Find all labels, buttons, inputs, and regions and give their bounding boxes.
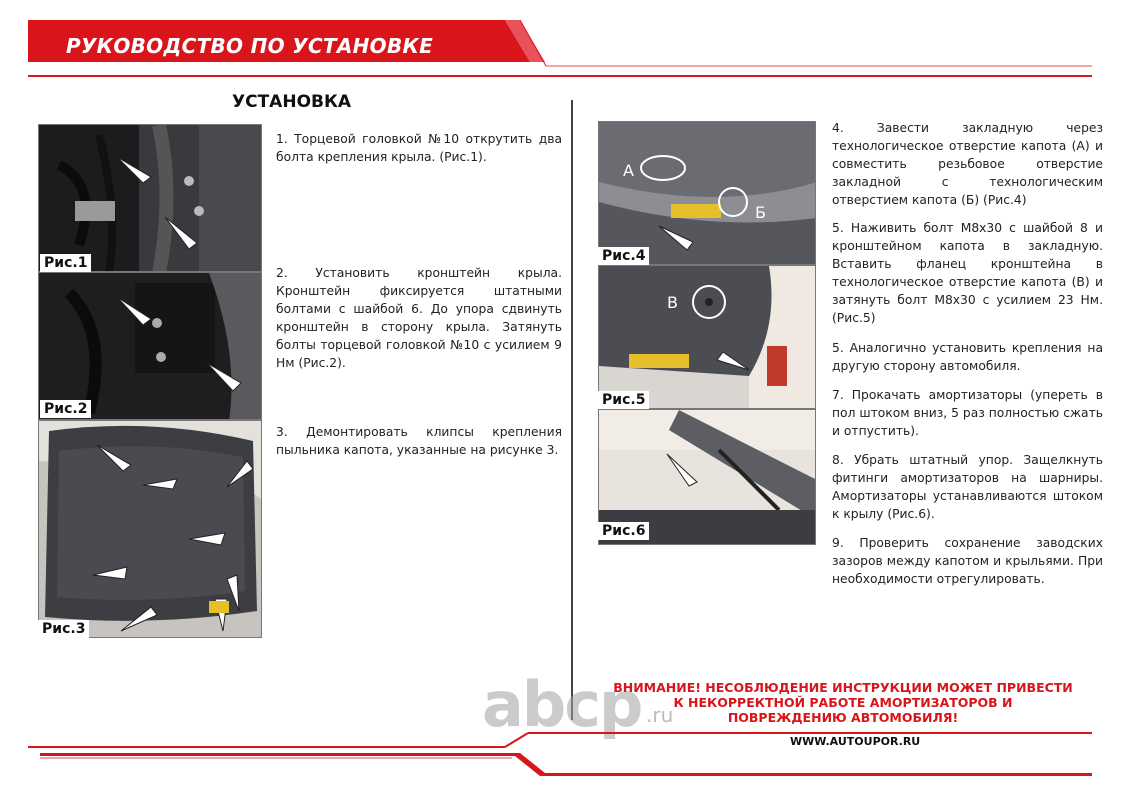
footer-lines (0, 725, 1132, 785)
step-8-text: 8. Убрать штатный упор. Защелкнуть фитинги амортизаторов на шарниры. Амортизаторы устанавливаются штоком к крылу (Рис.6). (832, 453, 1103, 521)
figure-2-caption: Рис.2 (40, 400, 91, 418)
page-header-title: РУКОВОДСТВО ПО УСТАНОВКЕ (66, 34, 434, 58)
step-9-text: 9. Проверить сохранение заводских зазоров между капотом и крыльями. При необходимости отрегулировать. (832, 536, 1103, 586)
step-7-text: 7. Прокачать амортизаторы (упереть в пол штоком вниз, 5 раз полностью сжать и отпустить). (832, 388, 1103, 438)
figure-4-label-a: А (623, 161, 634, 180)
step-4-text: 4. Завести закладную через технологическое отверстие капота (А) и совместить резьбовое отверстие закладной с технологическим отверстием капота (Б) (Рис.4) (832, 121, 1103, 207)
figure-4-caption: Рис.4 (598, 247, 649, 265)
abcp-watermark-suffix: .ru (646, 703, 674, 727)
figure-4-label-b: Б (755, 203, 766, 222)
step-5-text: 5. Наживить болт М8х30 с шайбой 8 и кронштейном капота в закладную. Вставить фланец кронштейна в технологическое отверстие капота (В) и затянуть болт М8х30 с усилием 23 Нм. (Рис.5) (832, 221, 1103, 325)
figure-5-caption: Рис.5 (598, 391, 649, 409)
figure-1-photo (38, 124, 262, 272)
figure-6-caption: Рис.6 (598, 522, 649, 540)
figure-5-label-v: В (667, 293, 678, 312)
abcp-watermark-logo: abcp (482, 668, 642, 741)
step-1-text: 1. Торцевой головкой №10 открутить два болта крепления крыла. (Рис.1). (276, 132, 562, 164)
warning-text: ВНИМАНИЕ! НЕСОБЛЮДЕНИЕ ИНСТРУКЦИИ МОЖЕТ ПРИВЕСТИ К НЕКОРРЕКТНОЙ РАБОТЕ АМОРТИЗАТОРОВ И ПОВРЕЖДЕНИЮ АВТОМОБИЛЯ! (613, 680, 1073, 725)
figure-2-photo (38, 272, 262, 420)
column-divider (571, 100, 573, 720)
step-3-text: 3. Демонтировать клипсы крепления пыльника капота, указанные на рисунке 3. (276, 425, 562, 457)
figure-3-photo (38, 420, 262, 638)
figure-5-photo (598, 265, 816, 409)
step-2-text: 2. Установить кронштейн крыла. Кронштейн фиксируется штатными болтами с шайбой 6. До упора сдвинуть кронштейн в сторону крыла. Затянуть болты торцевой головкой №10 с усилием 9 Нм (Рис.2). (276, 266, 562, 370)
step-5b-text: 5. Аналогично установить крепления на другую сторону автомобиля. (832, 341, 1103, 373)
figure-1-caption: Рис.1 (40, 254, 91, 272)
website-url: WWW.AUTOUPOR.RU (790, 735, 921, 748)
section-title: УСТАНОВКА (232, 92, 352, 112)
figure-3-caption: Рис.3 (38, 620, 89, 638)
figure-4-photo (598, 121, 816, 265)
